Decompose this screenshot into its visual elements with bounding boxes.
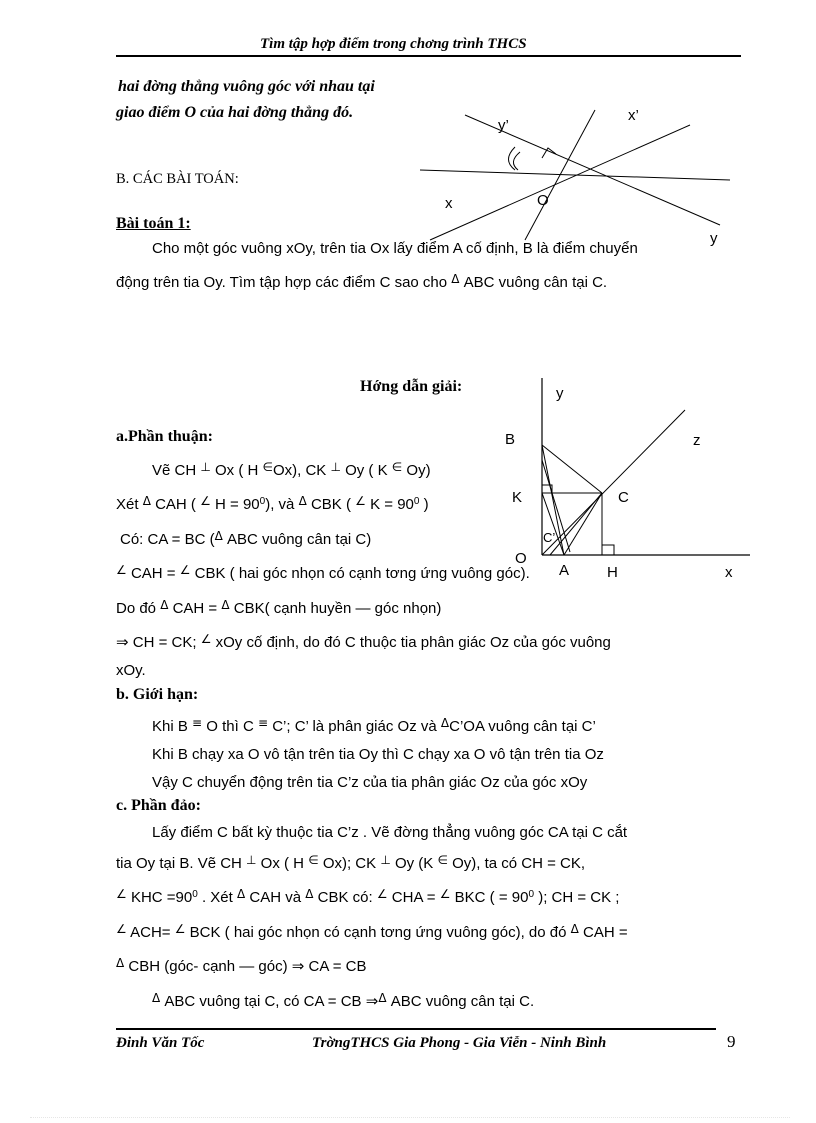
part-b-line-1: Khi B ≡ O thì C ≡ C’; C’ là phân giác Oz và $^\Delta$C’OA vuông cân tại C’ (152, 716, 596, 735)
part-b-line-2: Khi B chạy xa O vô tận trên tia Oy thì C chạy xa O vô tận trên tia Oz (152, 746, 604, 763)
part-b-line-3: Vậy C chuyển động trên tia C’z của tia phân giác Oz của góc xOy (152, 774, 588, 791)
label-x-prime: x’ (628, 107, 639, 124)
part-a-line-2: Xét $^\Delta$ CAH ( ∠ $H = 90^0$), và $^\Delta$ CBK ( ∠ $K = 90^0$ ) (116, 494, 429, 513)
label-x: x (725, 564, 733, 581)
part-a-line-1: Vẽ CH ⊥ Ox ( H ∈Ox), CK ⊥ Oy ( K ∈ Oy) (152, 460, 431, 479)
part-c-line-3: ∠ KHC $=90^0$ . Xét $^\Delta$ CAH và $^\Delta$ CBK có: ∠ CHA = ∠ BKC ( = $90^0$ ); CH = CK ; (116, 887, 620, 906)
segment-ca (564, 493, 602, 555)
part-b-title: b. Giới hạn: (116, 686, 199, 703)
label-c-prime: C’ (543, 530, 556, 545)
part-c-line-5: $^\Delta$ CBH (góc- cạnh — góc) ⇒ CA = CB (116, 956, 367, 975)
label-a: A (559, 562, 570, 579)
page-header: Tìm tập hợp điểm trong chơng trình THCS (260, 36, 527, 52)
part-a-line-4: ∠ CAH = ∠ CBK ( hai góc nhọn có cạnh tơng ứng vuông góc). (116, 563, 530, 582)
label-y-prime: y’ (498, 117, 509, 134)
footer-rule (116, 1028, 716, 1030)
diagonal-line-up (430, 125, 690, 240)
label-y: y (710, 230, 718, 247)
figure-right-angle-construction (500, 370, 770, 590)
label-h: H (607, 564, 618, 581)
problem-1-title: Bài toán 1: (116, 215, 191, 232)
figure-perpendicular-lines (420, 90, 740, 250)
header-rule (116, 55, 741, 57)
part-c-title: c. Phần đảo: (116, 797, 201, 814)
problem-1-text-2: động trên tia Oy. Tìm tập hợp các điểm C sao cho $^\Delta$ ABC vuông cân tại C. (116, 272, 608, 291)
section-b-title: B. CÁC BÀI TOÁN: (116, 171, 239, 187)
horizontal-line (420, 170, 730, 180)
label-y: y (556, 385, 564, 402)
angle-arc-2 (513, 152, 520, 170)
solution-title: Hớng dẫn giải: (360, 378, 463, 395)
page-number: 9 (727, 1032, 736, 1051)
right-angle-h (602, 545, 614, 555)
bottom-dotted-line (30, 1117, 790, 1118)
problem-1-text-1: Cho một góc vuông xOy, trên tia Ox lấy điểm A cố định, B là điểm chuyển (152, 240, 638, 257)
part-c-line-2: tia Oy tại B. Vẽ CH ⊥ Ox ( H ∈ Ox); CK ⊥ Oy (K ∈ Oy), ta có CH = CK, (116, 853, 586, 872)
footer-author: Đinh Văn Tốc (116, 1035, 205, 1051)
part-a-line-3: Có: CA = BC ($^\Delta$ ABC vuông cân tại C) (120, 529, 372, 548)
segment-bc (542, 445, 602, 493)
footer-school: TrờngTHCS Gia Phong - Gia Viễn - Ninh Bình (312, 1035, 607, 1051)
label-k: K (512, 489, 523, 506)
part-a-title: a.Phần thuận: (116, 428, 213, 445)
part-c-line-4: ∠ ACH= ∠ BCK ( hai góc nhọn có cạnh tơng ứng vuông góc), do đó $^\Delta$ CAH = (116, 922, 628, 941)
label-c: C (618, 489, 629, 506)
part-a-line-5: Do đó $^\Delta$ CAH = $^\Delta$ CBK( cạnh huyền — góc nhọn) (116, 598, 442, 617)
label-z: z (693, 432, 701, 449)
intro-line-1: hai đờng thẳng vuông góc với nhau tại (118, 78, 375, 95)
bisector-oz (542, 410, 685, 555)
label-x: x (445, 195, 453, 212)
part-c-line-6: $^\Delta$ ABC vuông tại C, có CA = CB ⇒$^\Delta$ ABC vuông cân tại C. (152, 991, 535, 1010)
label-o: O (515, 550, 527, 567)
part-a-line-7: xOy. (116, 662, 146, 679)
part-a-line-6: ⇒ CH = CK; ∠ xOy cố định, do đó C thuộc tia phân giác Oz của góc vuông (116, 632, 611, 651)
intro-line-2: giao điểm O của hai đờng thẳng đó. (116, 104, 354, 121)
label-b: B (505, 431, 516, 448)
label-o: O (537, 192, 549, 209)
part-c-line-1: Lấy điểm C bất kỳ thuộc tia C’z . Vẽ đờng thẳng vuông góc CA tại C cắt (152, 824, 628, 841)
